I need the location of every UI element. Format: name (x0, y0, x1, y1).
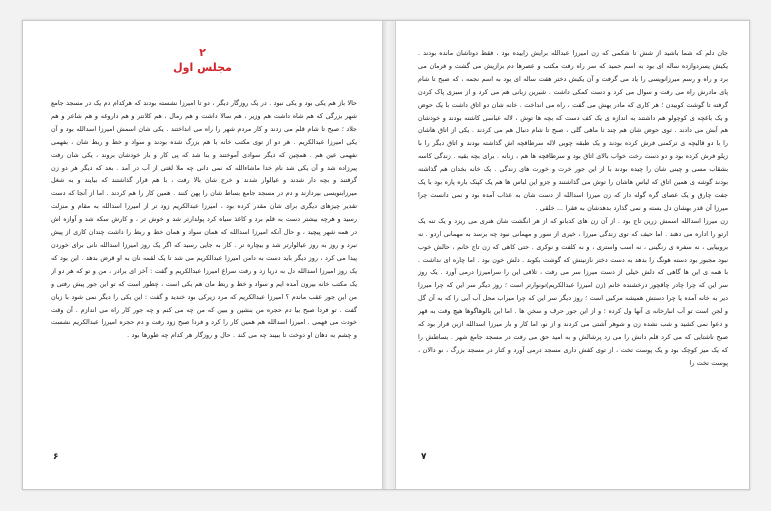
chapter-heading (23, 45, 382, 75)
page-number: ۷ (421, 452, 427, 462)
right-page (396, 21, 751, 489)
left-page-text (51, 97, 357, 377)
left-page (23, 21, 382, 489)
paragraph: حالا باز هم یکی بود و یکی نبود . در یک روزگار دیگر ، دو تا امیرزا نشسته بودند که هرکدام دم یک در مسجد جامع شهر بزرگی که هم شاه داشت هم وزیر ، هم سالا داشت و هم رمال ، هم کلانتر و هم داروغه و هم شاعر و هم جلاد ؛ صبح تا شام قلم می زدند و کار مردم شهر را راه می انداختند . یکی شان اسمش امیرزا اسدالله بود و آن یکی امیرزا عبدالکریم . هر دو از توی مکتب خانه با هم بزرگ شده بودند و سواد و خط و ربط شان ، بفهمی نفهمی عین هم . همچین که دیگر سوادی آموختند و بنا شد که پی کار و بار خودشان بروند ، یکی شان رفت پیرزاده شد و آن یکی شد نام خدا ماشاءالله که نمی دانی چه ملا لغتی از آب در آمد . بعد که دیگر هر دو زن گرفتند و بچه دار شدند و عیالوار شدند و خرج شان بالا رفت ، با هم قرار گذاشتند که بیایند و به شغل میرزابنویسی بپردازند و دم در مسجد جامع بساط شان را پهن کنند . همین کار را هم کردند . اما از آنجا که دست تقدیر چیزهای دیگری برای شان مقدر کرده بود ، امیرزا عبدالکریم زود تر از امیرزا اسدالله به مقام و منزلت رسید و هرچه بیشتر دست به قلم برد و کاغذ سیاه کرد پولدارتر شد و خوش تر ، و کارش سکه شد و آوازه اش در همه شهر پیچید ، و حال آنکه امیرزا اسدالله که همان سواد و همان خط و ربط را داشت چندان کاری از پیش نبرد و روز به روز عیالوارتر شد و بیچاره تر . کار به جایی رسید که اگر یک روز امیرزا اسدالله نانی برای خوردن پیدا می کرد ، روز دیگر باید دست به دامن امیرزا عبدالکریم می شد تا یک لقمه نان به او قرض بدهد . این بود که یک روز امیرزا اسدالله دل به دریا زد و رفت سراغ امیرزا عبدالکریم و گفت : آخر ای برادر ، من و تو که هر دو از یک مکتب خانه بیرون آمده ایم و سواد و خط و ربط مان هم یکی است ، چطور است که تو این جور پیش رفتی و من این جور عقب ماندم ؟ امیرزا عبدالکریم که مرد زیرکی بود خندید و گفت : این یکی را دیگر نمی شود با زبان گفت . تو فردا صبح بیا دم حجره من بنشین و ببین که من چه می کنم و چه جور کار راه می اندازم . آن وقت خودت می فهمی . امیرزا اسدالله هم همین کار را کرد و فردا صبح زود رفت و دم حجره امیرزا عبدالکریم نشست و چشم به دهان او دوخت تا ببیند چه می کند . حال و روزگار هر کدام چه طورها بود . (51, 99, 357, 340)
book-spread (22, 20, 750, 490)
page-number: ۶ (53, 452, 59, 462)
chapter-title: مجلس اول (173, 61, 232, 74)
paragraph: زن میرزا اسدالله اسمش زرین تاج بود . از آن زن های کدبانو که از هر انگشت شان هنری می ریزد و یک تنه یک ارتو را اداره می دهند . اما حیف که توی زندگی میرزا ، خیری از سور و مهمانی نبود چه برسد به مهمانی اردو . نه بروبیایی ، نه سفره ی رنگینی ، نه اسب واستری ، و نه کلفت و نوکری . حتی کاهی که زن تاج خانم ، حالش خوب نبود مجبور بود دسته هونگ را بدهد به دست دختر نازنینش که گوشت بکوبد . دلش خون بود . اما چاره ای نداشت . با همه ی این ها گاهی که دلش خیلی از دست میرزا سر می رفت ، تلافی این را سرامیرزا درمی آورد . یک روز سر این که چرا چادر چاقچور درخشنده خانم (زن امیرزا عبدالکریم)نونوارتر است ؛ روز دیگر سر این که چرا میرزا دیر به خانه آمده یا چرا دستش همیشه مرکبی است ؛ روز دیگر سر این که چرا میراب محل آب آبی را که به آن گل و لجن است تو آب انبارخانه ی آنها ول کرده ؛ و از این جور حرف و سخن ها . اما این بالوهاگوها هیچ وقت به قهر و دعوا نمی کشید و شب نشده زن و شوهر آشتی می کردند و از نو، اما کار و بار میرزا اسدالله ازبن قرار بود که صبح ناشتایی که می کرد قلم دانش را می زد پرشالش و به امید حق می رفت در مسجد جامع شهر . بساطش را که یک میز کوچک بود و یک پوست تخت ، از توی کفش داری مسجد درمی آورد و کنار در مسجد بزرگ ، نو دالان ، پوست تخت را (418, 216, 728, 367)
chapter-number: ۲ (199, 46, 206, 59)
book-gutter (382, 21, 396, 489)
paragraph: جان دلم که شما باشید از شش تا شکمی که زن امیرزا عبدالله برایش زاییده بود ، فقط دوتاشان مانده بودند . یکیش پسردوازده ساله ای بود به اسم حمید که سر راه رفت مکتب و عصرها دم بزازیش می گشت و فرمان می برد و راه و رسم میرزانویسی را یاد می گرفت و آن یکیش دختر هفت ساله ای بود به اسم نجمه ، که صبح تا شام پای مادرش راه می رفت و سوال می کرد و دست کمکی داشت . شیرین زبانی هم می کرد و از سبزی پاک کردن گرفته تا گوشت کوبیدن ؛ هر کاری که مادر بهش می گفت ، راه می انداخت . خانه شان دو اتاق داشت با یک حوض و یک باغچه ی کوچولو هم داشتند به اندازه ی یک کف دست که بچه ها توش ، لاله عباسی کاشته بودند و خودشان هم آبش می دادند . توی حوض شان هم چند تا ماهی گلی ، صبح تا شام دنبال هم می کردند . یکی از اتاق هاشان را با دو قالیچه ی ترکمنی فرش کرده بودند و یک طبقه چوبی لاله سرطاقچه اش گذاشته بودند و اتاق دیگر را با زیلو فرش کرده بود و دو دست رخت خواب بالای اتاق بود و سرطاقچه ها هم ، زنانه . برای بچه بقیه . زندگی کاسه بشقاب مسی و چینی شان را چیده بودند با از این جور خرت و خورت های زندگی . یک خانه بخدان هم گذاشته بودند گوشه ی همین اتاق که لباس هاشان را توش می گذاشتند و جزو این لباس ها هم یک کپنک باره پاره بود با یک جفت چارق و یک عصای گره گوله دار که زن میرزا اسدالله از دست شان به عذاب آمده بود و نمی دانست چرا میرزا آن قدر بهشان دل بسته و نمی گذارد بدهدشان به فقرا ... خلقی . (418, 49, 728, 212)
right-page-text (418, 47, 728, 449)
